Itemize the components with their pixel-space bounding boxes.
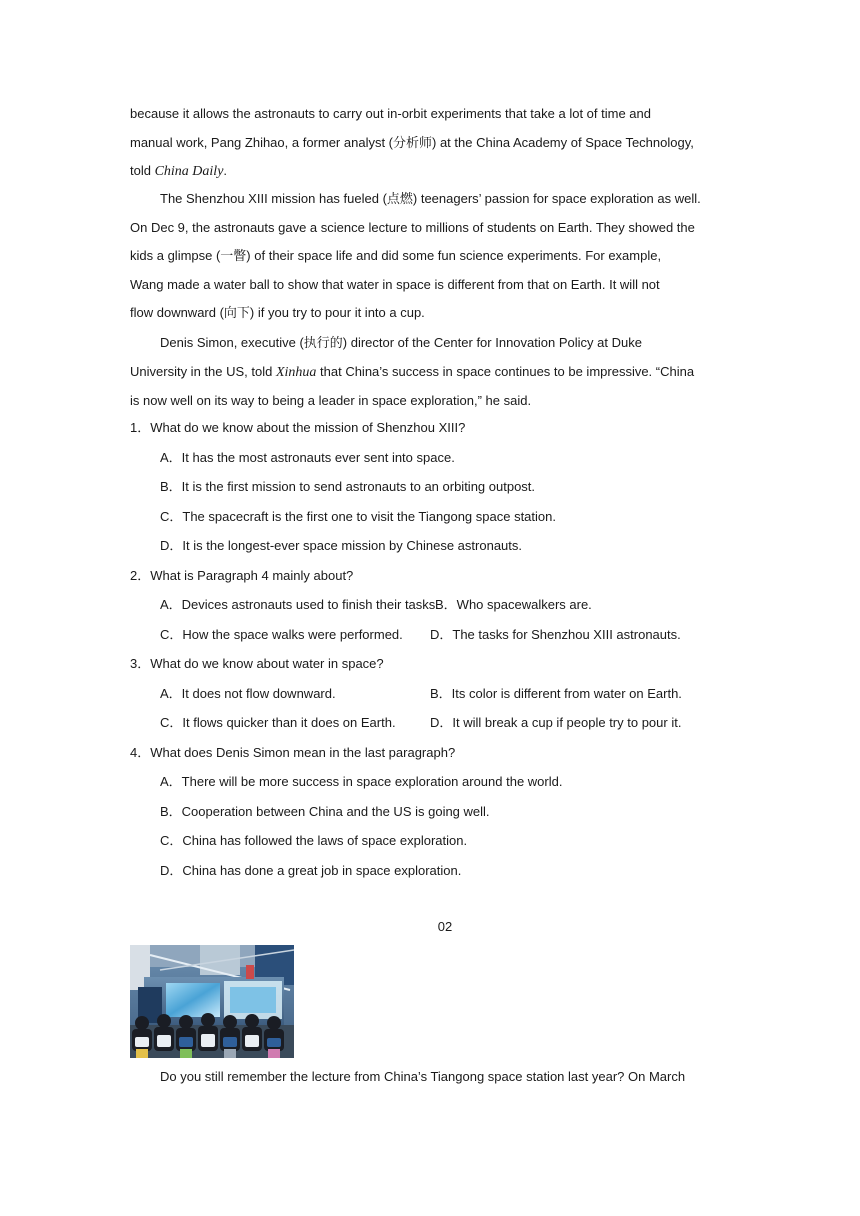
section-number: 02	[437, 919, 453, 934]
paragraph-1	[130, 100, 740, 187]
paragraph-3-line-3: is now well on its way to being a leader in space exploration,” he said.	[130, 393, 532, 409]
question-3-option-d: D．It will break a cup if people try to pour it.	[430, 715, 682, 730]
question-1-option-a: A．It has the most astronauts ever sent into space.	[160, 450, 455, 465]
paragraph-2-line-5: flow downward (向下) if you try to pour it into a cup.	[130, 305, 425, 321]
question-2-option-c: C．How the space walks were performed.	[160, 627, 403, 642]
question-3-option-b: B．Its color is different from water on Earth.	[430, 686, 682, 701]
paragraph-3-line-2-text: University in the US, told	[130, 363, 276, 379]
question-2-stem: 2．What is Paragraph 4 mainly about?	[130, 568, 354, 583]
question-2-option-a: A．Devices astronauts used to finish their tasks.	[160, 597, 439, 612]
paragraph-2	[130, 185, 740, 328]
question-4-option-b: B．Cooperation between China and the US is going well.	[160, 804, 490, 819]
paragraph-2-line-1: The Shenzhou XIII mission has fueled (点燃) teenagers’ passion for space exploration as well.	[160, 191, 701, 206]
question-4-option-d: D．China has done a great job in space exploration.	[160, 863, 462, 878]
question-3-stem: 3．What do we know about water in space?	[130, 656, 384, 671]
question-4-stem: 4．What does Denis Simon mean in the last paragraph?	[130, 745, 456, 760]
paragraph-3-line-2-end: that China’s success in space continues to be impressive. “China	[316, 363, 695, 379]
question-3-option-c: C．It flows quicker than it does on Earth.	[160, 715, 396, 730]
question-1-stem: 1．What do we know about the mission of Shenzhou XIII?	[130, 420, 466, 435]
question-2-option-b: B．Who spacewalkers are.	[435, 597, 592, 612]
question-1-option-c: C．The spacecraft is the first one to visit the Tiangong space station.	[160, 509, 556, 524]
question-4-option-a: A．There will be more success in space exploration around the world.	[160, 774, 563, 789]
question-1-option-b: B．It is the first mission to send astronauts to an orbiting outpost.	[160, 479, 536, 494]
paragraph-2-line-4: Wang made a water ball to show that water in space is different from that on Earth. It will not	[130, 276, 660, 292]
paragraph-1-line-2: manual work, Pang Zhihao, a former analyst (分析师) at the China Academy of Space Technology,	[130, 134, 694, 150]
news-agency-name: Xinhua	[275, 364, 317, 380]
paragraph-2-line-2: On Dec 9, the astronauts gave a science lecture to millions of students on Earth. They showed the	[130, 219, 695, 235]
question-3-option-a: A．It does not flow downward.	[160, 686, 336, 701]
next-passage	[130, 1063, 740, 1092]
paragraph-1-line-3-end: .	[223, 163, 228, 179]
question-1-option-d: D．It is the longest-ever space mission by Chinese astronauts.	[160, 538, 523, 553]
paragraph-1-line-1: because it allows the astronauts to carry out in-orbit experiments that take a lot of time and	[130, 106, 651, 121]
paragraph-3-line-1: Denis Simon, executive (执行的) director of the Center for Innovation Policy at Duke	[160, 335, 642, 350]
question-4-option-c: C．China has followed the laws of space exploration.	[160, 833, 468, 848]
next-passage-line-1: Do you still remember the lecture from China’s Tiangong space station last year? On March	[160, 1069, 686, 1084]
question-2-option-d: D．The tasks for Shenzhou XIII astronauts.	[430, 627, 681, 642]
paragraph-3	[130, 329, 740, 416]
lecture-photo	[130, 945, 294, 1058]
lecture-photo-illustration	[130, 945, 294, 1058]
newspaper-name: China Daily	[154, 164, 224, 180]
paragraph-3-line-2	[130, 358, 740, 388]
paragraph-1-line-3	[130, 157, 740, 187]
paragraph-2-line-3: kids a glimpse (一瞥) of their space life and did some fun science experiments. For example,	[130, 248, 662, 264]
paragraph-1-line-3-text: told	[130, 163, 155, 179]
